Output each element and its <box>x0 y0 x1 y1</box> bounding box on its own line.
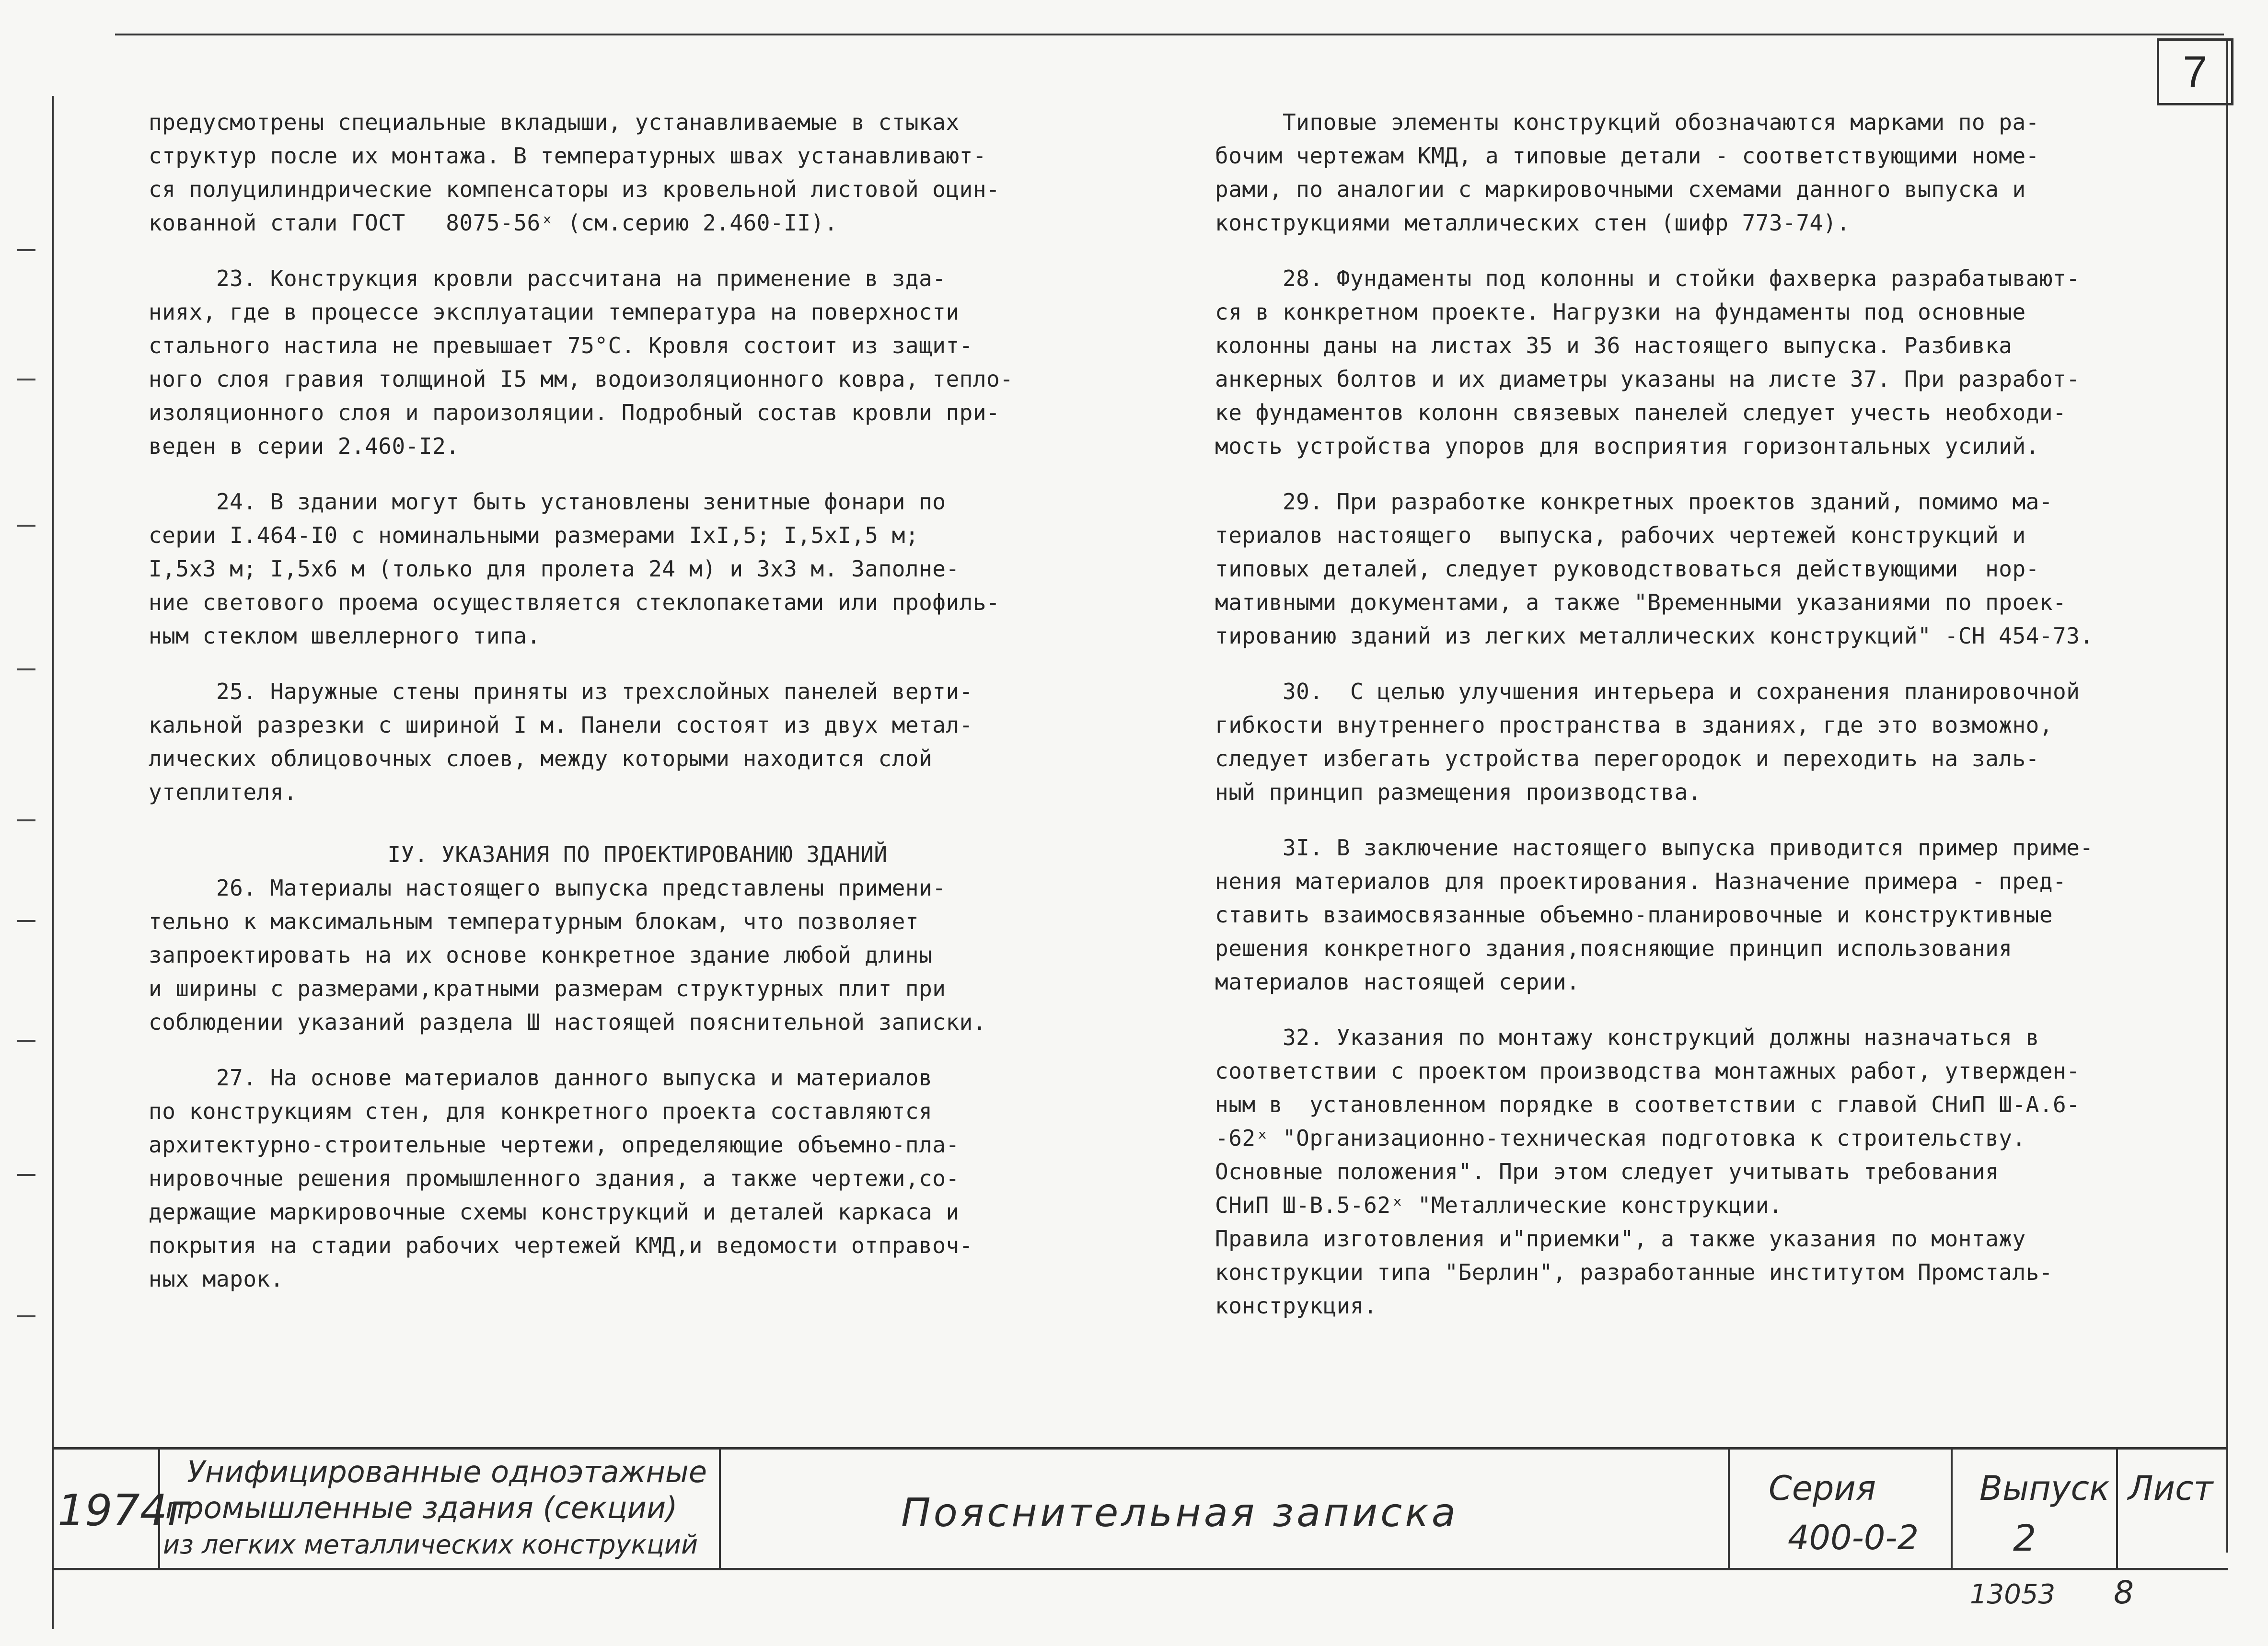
paragraph-28: 28. Фундаменты под колонны и стойки фахверка разрабатывают- ся в конкретном проекте. Нагрузки на фундаменты под основные колонны даны на листах 35 и 36 настоящего выпуска. Разбивка анкерных болтов и их диаметры указаны на листе 37. При разработ- ке фундаментов колонн связевых панелей следует учесть необходи- мость устройства упоров для восприятия горизонтальных усилий. <box>1215 265 2080 459</box>
right-border <box>2226 38 2228 1553</box>
binding-tick <box>17 668 35 670</box>
project-name-line-3: из легких металлических конструкций <box>163 1530 698 1560</box>
binding-tick <box>17 249 35 251</box>
binding-tick <box>17 1174 35 1176</box>
paragraph-27: 27. На основе материалов данного выпуска и материалов по конструкциям стен, для конкретного проекта составляются архитектурно-строительные чертежи, определяющие объемно-пла- нировочные решения промышленного здания, а также чертежи,со- держащие маркировочные схемы конструкций и деталей каркаса и покрытия на стадии рабочих чертежей КМД,и ведомости отправоч- ных марок. <box>149 1065 973 1292</box>
paragraph-26: 26. Материалы настоящего выпуска представлены примени- тельно к максимальным температурным блокам, что позволяет запроектировать на их основе конкретное здание любой длины и ширины с размерами,кратными размерам структурных плит при соблюдении указаний раздела Ш настоящей пояснительной записки. <box>149 875 987 1035</box>
right-text-column <box>1215 105 2212 1345</box>
binding-tick <box>17 525 35 527</box>
page-number: 8 <box>2114 1574 2134 1611</box>
paragraph-31: 3I. В заключение настоящего выпуска приводится пример приме- нения материалов для проектирования. Назначение примера - пред- ставить взаимосвязанные объемно-планировочные и конструктивные решения конкретного здания,поясняющие принцип использования материалов настоящей серии. <box>1215 835 2094 995</box>
document-title: Пояснительная записка <box>901 1490 1458 1536</box>
section-heading: IУ. УКАЗАНИЯ ПО ПРОЕКТИРОВАНИЮ ЗДАНИЙ <box>387 841 888 867</box>
paragraph-intro-right: Типовые элементы конструкций обозначаются марками по ра- бочим чертежам КМД, а типовые детали - соответствующими номе- рами, по аналогии с маркировочными схемами данного выпуска и конструкциями металлических стен (шифр 773-74). <box>1215 109 2039 236</box>
title-block-top-border <box>52 1447 2228 1450</box>
project-name-line-1: Унифицированные одноэтажные <box>187 1454 707 1489</box>
binding-tick <box>17 920 35 922</box>
project-name-line-2: промышленные здания (секции) <box>165 1490 678 1525</box>
paragraph-intro-left: предусмотрены специальные вкладыши, устанавливаемые в стыках структур после их монтажа. В температурных швах устанавливают- ся полуцилиндрические компенсаторы из кровельной листовой оцин- кованной стали ГОСТ 8075-56ˣ (см.серию 2.460-II). <box>149 109 1000 236</box>
title-block-bottom-border <box>52 1568 2228 1570</box>
sheet-number: 7 <box>2157 38 2233 105</box>
issue-label: Выпуск <box>1979 1469 2110 1508</box>
left-border <box>52 96 54 1629</box>
title-divider <box>2116 1447 2118 1569</box>
binding-tick <box>17 1040 35 1042</box>
series-label: Серия <box>1769 1469 1876 1508</box>
binding-tick <box>17 379 35 380</box>
paragraph-24: 24. В здании могут быть установлены зенитные фонари по серии I.464-I0 с номинальными размерами IxI,5; I,5xI,5 м; I,5x3 м; I,5x6 м (только для пролета 24 м) и 3x3 м. Заполне- ние светового проема осуществляется стеклопакетами или профиль- ным стеклом швеллерного типа. <box>149 489 1000 649</box>
paragraph-25: 25. Наружные стены приняты из трехслойных панелей верти- кальной разрезки с шириной I м. Панели состоят из двух метал- лических облицовочных слоев, между которыми находится слой утеплителя. <box>149 679 973 805</box>
left-text-column <box>149 105 1126 1318</box>
paragraph-30: 30. С целью улучшения интерьера и сохранения планировочной гибкости внутреннего пространства в зданиях, где это возможно, следует избегать устройства перегородок и переходить на заль- ный принцип размещения производства. <box>1215 679 2080 805</box>
paragraph-23: 23. Конструкция кровли рассчитана на применение в зда- ниях, где в процессе эксплуатации температура на поверхности стального настила не превышает 75°С. Кровля состоит из защит- ного слоя гравия толщиной I5 мм, водоизоляционного ковра, тепло- изоляционного слоя и пароизоляции. Подробный состав кровли при- веден в серии 2.460-I2. <box>149 265 1014 459</box>
sheet-label: Лист <box>2128 1469 2213 1508</box>
title-divider <box>1951 1447 1953 1569</box>
issue-value: 2 <box>2013 1517 2037 1559</box>
paragraph-32: 32. Указания по монтажу конструкций должны назначаться в соответствии с проектом производства монтажных работ, утвержден- ным в установленном порядке в соответствии с главой СНиП Ш-А.6- -62ˣ "Организационно-техническая подготовка к строительству. Основные положения". При этом следует учитывать требования СНиП Ш-В.5-62ˣ "Металлические конструкции. Правила изготовления и"приемки", а также указания по монтажу конструкции типа "Берлин", разработанные институтом Промсталь- конструкция. <box>1215 1024 2080 1319</box>
year: 1974г <box>58 1485 190 1536</box>
series-value: 400-0-2 <box>1788 1518 1919 1557</box>
binding-tick <box>17 1315 35 1317</box>
title-divider <box>719 1447 721 1569</box>
top-border <box>115 34 2224 35</box>
paragraph-29: 29. При разработке конкретных проектов зданий, помимо ма- териалов настоящего выпуска, рабочих чертежей конструкций и типовых деталей, следует руководствоваться действующими нор- мативными документами, а также "Временными указаниями по проек- тированию зданий из легких металлических конструкций" -СН 454-73. <box>1215 489 2094 649</box>
binding-tick <box>17 819 35 821</box>
title-divider <box>1728 1447 1730 1569</box>
archive-number: 13053 <box>1970 1579 2056 1610</box>
